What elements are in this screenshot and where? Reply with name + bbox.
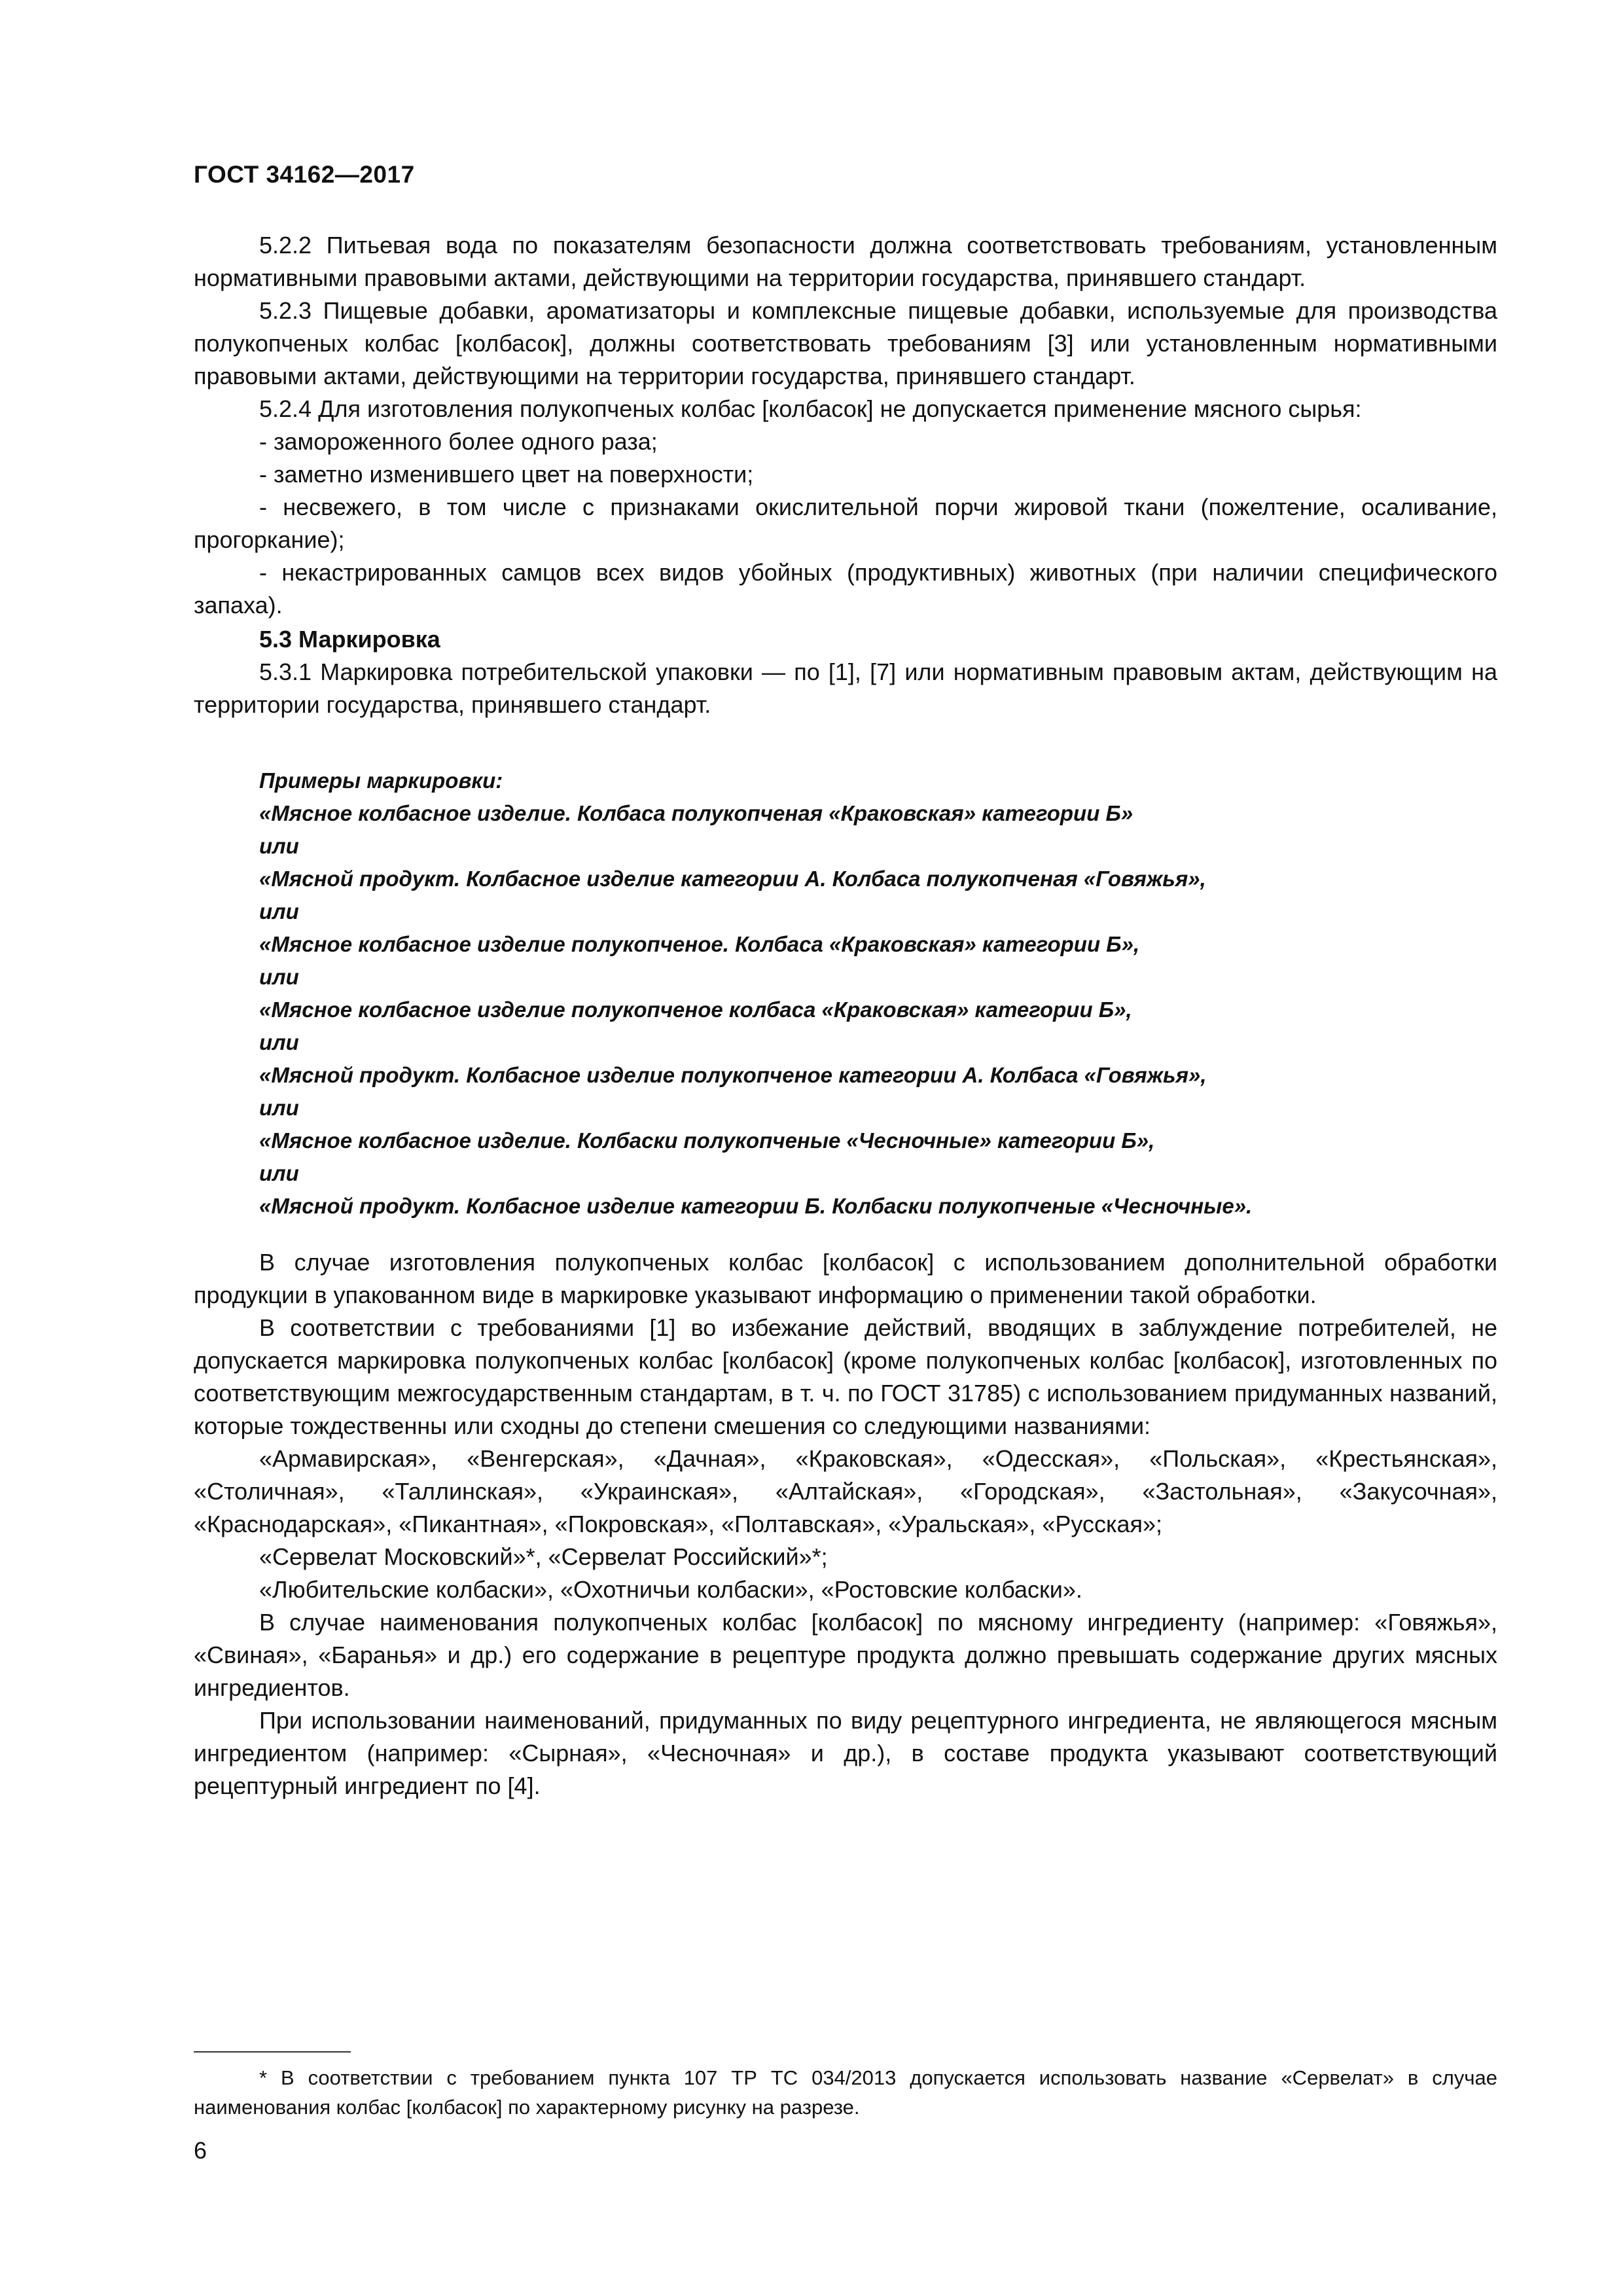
- paragraph: «Любительские колбаски», «Охотничьи колбаски», «Ростовские колбаски».: [259, 1576, 1082, 1603]
- footnote: [194, 2063, 1497, 2122]
- example-separator: или: [259, 834, 299, 858]
- labeling-examples: [194, 764, 1497, 1223]
- paragraph-5-3-1: 5.3.1 Маркировка потребительской упаковки — по [1], [7] или нормативным правовым актам, действующим на территории государства, принявшего стандарт.: [194, 658, 1497, 718]
- paragraph: В соответствии с требованиями [1] во избежание действий, вводящих в заблуждение потребителей, не допускается маркировка полукопченых колбас [колбасок] (кроме полукопченых колбас [колбасок], изготовленных по соответствующим межгосударственным стандартам, в т. ч. по ГОСТ 31785) с использованием придуманных названий, которые тождественны или сходны до степени смешения со следующими названиями:: [194, 1314, 1497, 1439]
- list-item: - несвежего, в том числе с признаками окислительной порчи жировой ткани (пожелтение, осаливание, прогоркание);: [194, 493, 1497, 553]
- page-number: 6: [194, 2137, 207, 2164]
- example-line: «Мясной продукт. Колбасное изделие категории Б. Колбаски полукопченые «Чесночные».: [259, 1194, 1253, 1218]
- list-item: - заметно изменившего цвет на поверхности;: [259, 461, 754, 488]
- paragraph: В случае изготовления полукопченых колбас [колбасок] с использованием дополнительной обработки продукции в упакованном виде в маркировке указывают информацию о применении такой обработки.: [194, 1249, 1497, 1308]
- paragraph-5-2-4: 5.2.4 Для изготовления полукопченых колбас [колбасок] не допускается применение мясного сырья:: [259, 395, 1362, 422]
- document-body: [194, 229, 1497, 1803]
- example-separator: или: [259, 965, 299, 989]
- example-line: «Мясное колбасное изделие полукопченое. Колбаса «Краковская» категории Б»,: [259, 932, 1140, 956]
- section-heading: 5.3 Маркировка: [259, 626, 440, 653]
- footnote-text: * В соответствии с требованием пункта 107 ТР ТС 034/2013 допускается использовать название «Сервелат» в случае наименования колбас [колбасок] по характерному рисунку на разрезе.: [194, 2066, 1497, 2119]
- example-line: «Мясное колбасное изделие. Колбаски полукопченые «Чесночные» категории Б»,: [259, 1128, 1155, 1153]
- example-line: «Мясной продукт. Колбасное изделие полукопченое категории А. Колбаса «Говяжья»,: [259, 1063, 1207, 1087]
- example-separator: или: [259, 1096, 299, 1120]
- paragraph: «Сервелат Московский»*, «Сервелат Российский»*;: [259, 1543, 828, 1570]
- paragraph-5-2-3: 5.2.3 Пищевые добавки, ароматизаторы и комплексные пищевые добавки, используемые для производства полукопченых колбас [колбасок], должны соответствовать требованиям [3] или установленным нормативными правовыми актами, действующими на территории государства, принявшего стандарт.: [194, 297, 1497, 389]
- examples-heading: Примеры маркировки:: [259, 768, 503, 793]
- list-item: - замороженного более одного раза;: [259, 428, 658, 455]
- document-header: ГОСТ 34162—2017: [194, 161, 415, 188]
- example-line: «Мясное колбасное изделие полукопченое колбаса «Краковская» категории Б»,: [259, 997, 1132, 1022]
- paragraph-5-2-2: 5.2.2 Питьевая вода по показателям безопасности должна соответствовать требованиям, установленным нормативными правовыми актами, действующими на территории государства, принявшего стандарт.: [194, 232, 1497, 291]
- example-line: «Мясной продукт. Колбасное изделие категории А. Колбаса полукопченая «Говяжья»,: [259, 867, 1206, 891]
- paragraph: «Армавирская», «Венгерская», «Дачная», «Краковская», «Одесская», «Польская», «Крестьянская», «Столичная», «Таллинская», «Украинская», «Алтайская», «Городская», «Застольная», «Закусочная», «Краснодарская», «Пикантная», «Покровская», «Полтавская», «Уральская», «Русская»;: [194, 1445, 1497, 1537]
- footnote-divider: [194, 2051, 351, 2053]
- example-line: «Мясное колбасное изделие. Колбаса полукопченая «Краковская» категории Б»: [259, 801, 1133, 825]
- paragraph: При использовании наименований, придуманных по виду рецептурного ингредиента, не являющегося мясным ингредиентом (например: «Сырная», «Чесночная» и др.), в составе продукта указывают соответствующий рецептурный ингредиент по [4].: [194, 1707, 1497, 1799]
- list-item: - некастрированных самцов всех видов убойных (продуктивных) животных (при наличии специфического запаха).: [194, 559, 1497, 619]
- example-separator: или: [259, 1161, 299, 1185]
- example-separator: или: [259, 899, 299, 924]
- paragraph: В случае наименования полукопченых колбас [колбасок] по мясному ингредиенту (например: «Говяжья», «Свиная», «Баранья» и др.) его содержание в рецептуре продукта должно превышать содержание других мясных ингредиентов.: [194, 1609, 1497, 1701]
- example-separator: или: [259, 1030, 299, 1054]
